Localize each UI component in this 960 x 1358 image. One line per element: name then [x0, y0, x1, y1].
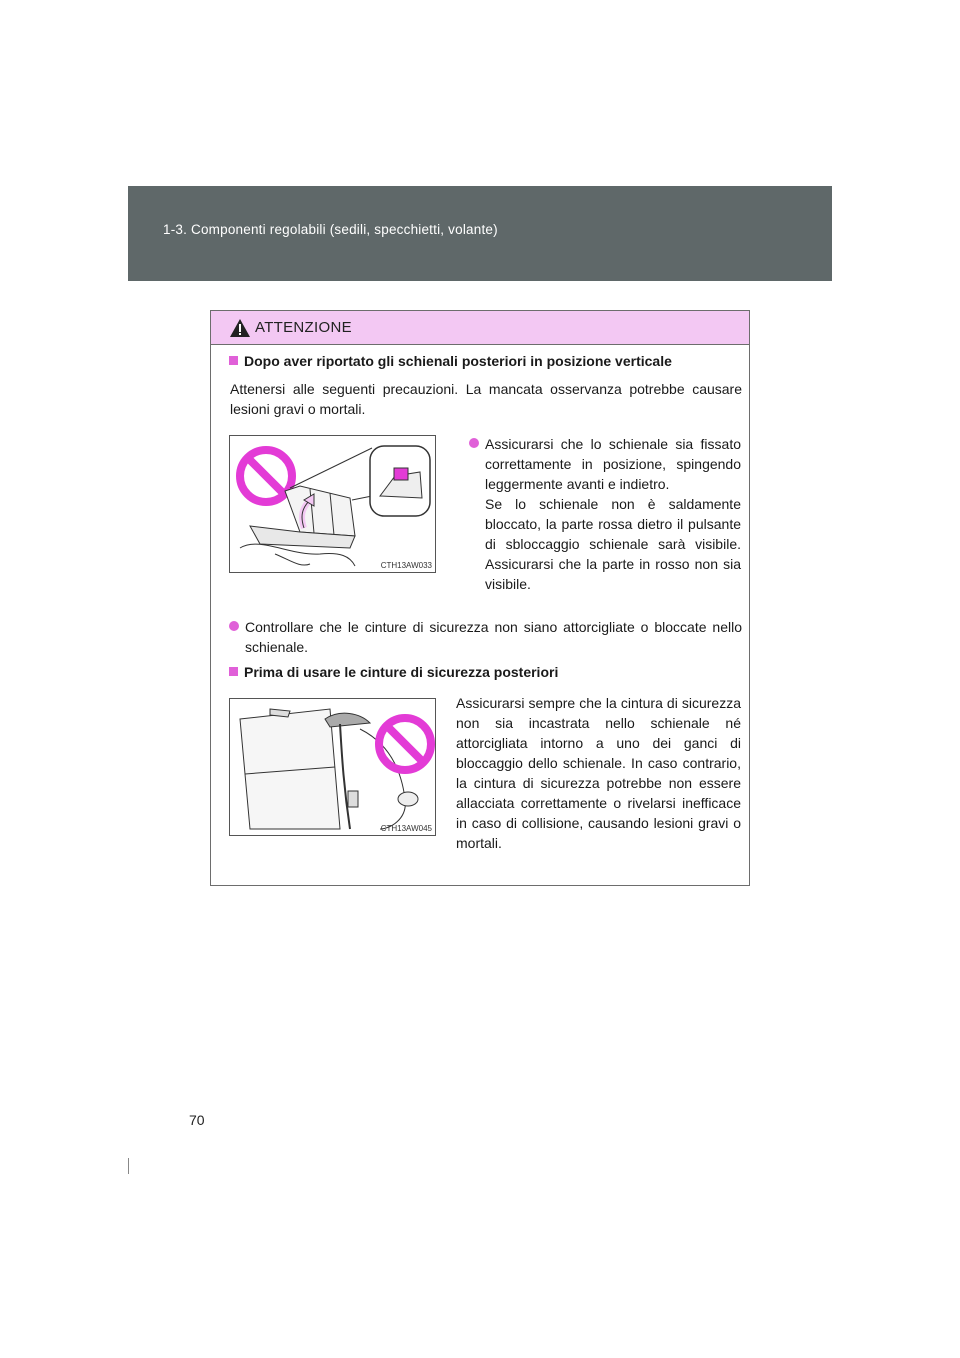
- section2-paragraph: Assicurarsi sempre che la cintura di sicurezza non sia incastrata nello schienale né attorcigliata intorno a uno dei ganci di bloccaggio dello schienale. In caso contrario, la cintura di sicurezza potrebbe non essere allacciata correttamente o rivelarsi inefficace in caso di collisione, causando lesioni gravi o mortali.: [456, 695, 741, 851]
- round-bullet-icon: [469, 438, 479, 448]
- round-bullet-icon: [229, 621, 239, 631]
- section-heading-1: Dopo aver riportato gli schienali posteriori in posizione verticale: [229, 353, 672, 369]
- seatbelt-illustration: [229, 698, 436, 836]
- seatback-diagram: [230, 436, 435, 572]
- image-code-2: CTH13AW045: [380, 824, 432, 833]
- image-code-1: CTH13AW033: [380, 561, 432, 570]
- intro-paragraph: Attenersi alle seguenti precauzioni. La mancata osservanza potrebbe causare lesioni gravi o mortali.: [230, 381, 742, 417]
- square-bullet-icon: [229, 667, 238, 676]
- chapter-header: [128, 186, 832, 281]
- page-number: 70: [189, 1112, 205, 1128]
- warning-header: [211, 311, 749, 345]
- bullet-item-1: Assicurarsi che lo schienale sia fissato correttamente in posizione, spingendo leggermente avanti e indietro. Se lo schienale non è saldamente bloccato, la parte rossa dietro il pulsante di sbloccaggio schienale sarà visibile. Assicurarsi che la parte in rosso non sia visibile.: [469, 434, 741, 594]
- seatbelt-diagram: [230, 699, 435, 835]
- section-heading-2: Prima di usare le cinture di sicurezza posteriori: [229, 664, 558, 680]
- bullet-item-2: Controllare che le cinture di sicurezza non siano attorcigliate o bloccate nello schienale.: [229, 617, 742, 657]
- margin-mark: [128, 1158, 129, 1174]
- seat-lock-illustration: [229, 435, 436, 573]
- warning-title: ATTENZIONE: [255, 319, 352, 336]
- warning-triangle-icon: [229, 318, 251, 338]
- square-bullet-icon: [229, 356, 238, 365]
- warning-box: [210, 310, 750, 886]
- breadcrumb: 1-3. Componenti regolabili (sedili, specchietti, volante): [163, 222, 498, 237]
